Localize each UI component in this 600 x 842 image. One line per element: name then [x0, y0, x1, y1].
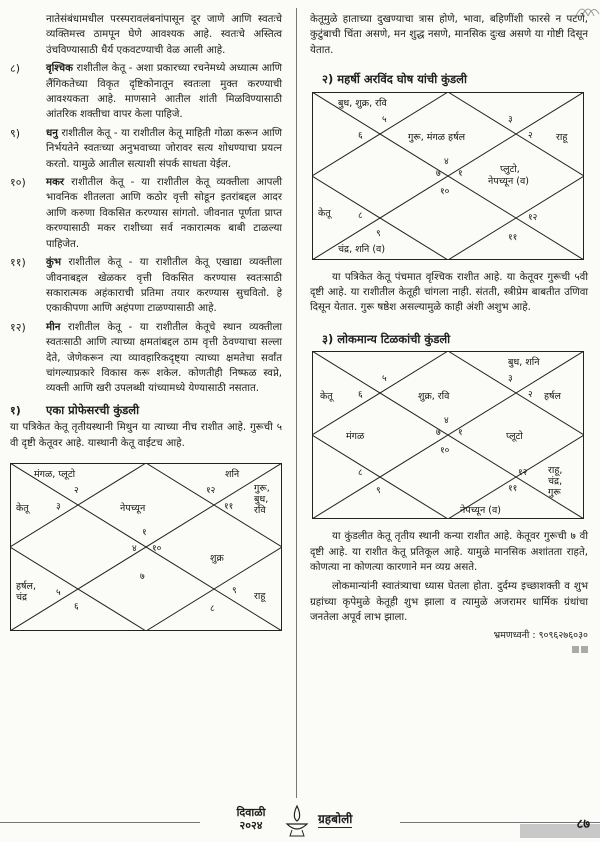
house-number: १२: [206, 485, 216, 496]
house-planets: शनि: [225, 468, 240, 480]
list-item-body: राशीतील केतू - या राशीतील केतू व्यक्तीला आपली भावनिक शीतलता आणि कठोर वृत्ती सोडून इतरांबद्दल आदर आणि करुणा विकसित करण्यास सांगतो. जीवनात पूर्णता प्राप्त करण्यासाठी मकर राशीच्या सर्व नकारात्मक बाबी टाळल्या पाहिजेत.: [46, 177, 282, 250]
list-item-number: ११): [10, 256, 26, 270]
section-1-num: १): [10, 403, 21, 417]
section-1-text: या पत्रिकेत केतू तृतीयस्थानी मिथुन या त्याच्या नीच राशीत आहे. गुरूची ५ वी दृष्टी केतूवर आहे. यास्थानी केतू वाईटच आहे.: [10, 422, 282, 449]
chart-tilak: [312, 351, 584, 519]
end-marks: [310, 643, 588, 658]
house-number: १: [458, 428, 463, 439]
house-planets-line: हर्षल,: [16, 580, 36, 592]
house-planets: केतू: [320, 391, 333, 403]
house-planets: शुक्र: [210, 552, 224, 564]
list-item-rashi: धनु: [46, 127, 58, 139]
list-item-body: राशीतील केतू - या राशीतील केतू एखाद्या व्यक्तीला जीवनाबद्दल खेळकर वृत्ती विकसित करण्यास स्वतःसाठी सकारात्मक अहंकाराची प्रतिमा तयार करण्यास सुचवितो. हे एकाकीपणा आणि अहंपणा टाळण्यासाठी आहे.: [46, 257, 282, 315]
footer-rule-left: [0, 822, 200, 823]
house-planets: केतू: [318, 207, 331, 219]
house-planets: बुध, शनि: [508, 357, 540, 369]
house-number: ९: [232, 585, 237, 596]
house-number: ५: [56, 587, 61, 598]
right-intro: केतूमुळे हाताच्या दुखण्याचा त्रास होणे, भावा, बहिणींशी फारसे न पटणे, कुटुंबाची चिंता असणे, मन शुद्ध नसणे, मानसिक दुःख असणे या गोष्टी दिसून येतात.: [310, 14, 588, 56]
house-number: ९: [376, 228, 381, 239]
house-number: ७: [140, 571, 145, 582]
house-number: १०: [152, 543, 162, 554]
house-number: ११: [508, 484, 518, 495]
house-planets: मंगळ, प्लूटो: [34, 468, 76, 480]
section-2-text: या पत्रिकेत केतू पंचमात वृश्चिक राशीत आहे. या केतूवर गुरूची ५वी दृष्टी आहे. या राशीतील केतूही चांगला नाही. संतती, स्त्रीप्रेम बाबतीत उणिवा दिसून येतात. गुरू षष्ठेश असल्यामुळे काही अंशी अशुभ आहे.: [310, 271, 588, 314]
footer-year: २०२४: [239, 819, 263, 832]
lamp-icon: [282, 802, 312, 838]
list-item-number: १२): [10, 320, 26, 334]
chart-professor: [10, 463, 282, 631]
page-number: ८७: [576, 817, 590, 832]
house-number: ३: [508, 374, 513, 385]
house-number: २: [74, 485, 79, 496]
house-number: ८: [358, 210, 363, 221]
house-planets: बुध, शुक्र, रवि: [338, 97, 387, 109]
left-intro: नातेसंबंधामधील परस्परावलंबनांपासून दूर जाणे आणि स्वतःचे व्यक्तिमत्त्व ठामपून घेणे आवश्यक आहे. स्वतःचे अस्तित्व उंचविण्यासाठी धैर्य एकवटण्याची वेळ आली आहे.: [46, 14, 282, 56]
house-number: २: [528, 390, 533, 401]
footer-diwali: दिवाळी: [236, 806, 266, 819]
house-planets: [548, 465, 562, 498]
house-planets-line: गुरू: [548, 487, 561, 499]
list-item-rashi: कुंभ: [46, 257, 61, 269]
house-number: ४: [444, 156, 449, 167]
house-number: ७: [436, 168, 441, 179]
house-number: ८: [358, 468, 363, 479]
house-planets: राहू: [254, 590, 266, 602]
footer-rule-right: [400, 822, 600, 823]
house-number: १२: [528, 212, 538, 223]
list-item: [10, 320, 282, 397]
house-planets: [254, 483, 270, 516]
section-3-text-1: या कुंडलीत केतू तृतीय स्थानी कन्या राशीत आहे. केतूवर गुरूची ७ वी दृष्टी आहे. या राशीत केतू प्रतिकूल आहे. यामुळे मानसिक अशांतता राहते, कोणत्या ना कोणत्या कारणाने मन व्यग्र असते.: [310, 531, 588, 574]
house-number: १२: [518, 468, 528, 479]
house-planets-line: चंद्र,: [548, 476, 563, 488]
house-planets: केतू: [16, 502, 29, 514]
list-item: [10, 126, 282, 172]
house-number: ३: [56, 501, 61, 512]
list-item-text: [46, 175, 282, 252]
list-item-rashi: वृश्चिक: [46, 63, 73, 75]
house-number: ११: [224, 501, 234, 512]
list-item-rashi: मीन: [46, 321, 61, 333]
house-planets-line: बुध,: [254, 493, 269, 505]
house-planets-line: रवि: [254, 504, 266, 516]
numbered-list: [10, 61, 282, 397]
house-planets: गुरू, मंगळ हर्षल: [408, 131, 466, 143]
house-planets: चंद्र, शनि (व): [338, 243, 386, 255]
house-number: ७: [436, 428, 441, 439]
house-planets-line: प्लुटो,: [500, 163, 520, 175]
footer-edition: [226, 806, 276, 832]
list-item-number: १०): [10, 176, 26, 190]
list-item-text: [46, 61, 282, 123]
list-item-number: ९): [10, 126, 21, 140]
house-planets-line: राहू,: [548, 465, 563, 477]
house-planets: नेपच्यून: [120, 502, 146, 514]
house-planets-line: नेपच्यून (व): [488, 175, 529, 187]
house-number: ६: [358, 390, 363, 401]
chart-aurobindo: [312, 92, 584, 260]
house-number: ३: [508, 114, 513, 125]
house-planets: [16, 580, 36, 603]
house-number: ११: [508, 232, 518, 243]
list-item-text: [46, 126, 282, 172]
house-planets: शुक्र, रवि: [418, 391, 450, 403]
section-1-title: [10, 403, 282, 418]
section-2-title: २) महर्षी अरविंद घोष यांची कुंडली: [322, 72, 467, 87]
list-item-body: राशीतील केतू - या राशीतील केतूचे स्थान व्यक्तीला स्वतःसाठी आणि त्याच्या क्षमतांबद्दल ठाम वृत्ती ठेवण्याचा सल्ला देते, जेणेकरून त्या व्यावहारिकदृष्ट्या त्याच्या क्षमतेचा सर्वांत चांगल्याप्रकारे विकास करू शकेल. कोणतीही निष्फळ स्वप्ने, व्यक्ती आणि खरी उपलब्धी यांच्यामध्ये येण्यासाठी नसतात.: [46, 321, 282, 395]
house-number: २: [528, 130, 533, 141]
phone-byline: [310, 628, 588, 643]
house-planets: राहू: [556, 131, 568, 143]
house-planets: प्लूटो: [506, 431, 523, 443]
section-3-title: ३) लोकमान्य टिळकांची कुंडली: [322, 331, 451, 346]
house-number: ५: [382, 374, 387, 385]
house-number: ६: [358, 130, 363, 141]
header-bar: [0, 0, 600, 8]
house-planets-line: गुरू,: [254, 482, 270, 494]
list-item-number: ८): [10, 62, 21, 76]
section-3-text-2: लोकमान्यांनी स्वातंत्र्याचा ध्यास घेतला होता. दुर्दम्य इच्छाशक्ती व शुभ ग्रहांच्या कृपेमुळे केतूही शुभ झाला व त्यामुळे अजरामर धार्मिक ग्रंथांचा जनतेला अपूर्व लाभ झाला.: [310, 581, 588, 624]
house-number: १: [142, 527, 147, 538]
phone-number: भ्रमणध्वनी : ९०९६२७६०३०: [493, 629, 588, 641]
footer-magazine: ग्रहबोली: [318, 812, 353, 826]
end-square: [581, 646, 588, 653]
left-column: [10, 12, 282, 631]
section-1-heading: एका प्रोफेसरची कुंडली: [46, 402, 140, 417]
house-number: ५: [382, 114, 387, 125]
house-planets: [488, 163, 529, 187]
house-number: १०: [440, 186, 450, 197]
house-number: १: [458, 168, 463, 179]
column-divider: [296, 8, 297, 798]
list-item-body: राशीतील केतू - अशा प्रकारच्या रचनेमध्ये अध्यात्म आणि लैंगिकतेच्या विकृत दृष्टिकोनातून स्वतःला मुक्त करण्याची आवश्यकता आहे. माणसाने आतील शांती मिळविण्यासाठी आंतरिक शक्तीचा वापर केला पाहिजे.: [46, 63, 282, 121]
house-planets: नेपच्यून (व): [460, 505, 501, 517]
house-planets-line: चंद्र: [16, 591, 28, 603]
list-item: [10, 61, 282, 123]
page-footer: [0, 800, 600, 842]
list-item-text: [46, 255, 282, 317]
list-item-body: राशीतील केतू - या राशीतील केतू माहिती गोळा करून आणि निर्भयतेने स्वतःच्या अनुभवाच्या जोरावर सत्य शोधण्याचा प्रयत्न करतो. यामुळे आतील सत्याशी संपर्क साधता येईल.: [46, 127, 282, 170]
list-item-rashi: मकर: [46, 177, 65, 189]
list-item: [10, 175, 282, 252]
house-planets: मंगळ: [346, 431, 365, 443]
end-square: [572, 646, 579, 653]
right-column: [310, 12, 588, 659]
house-number: १०: [440, 446, 450, 457]
house-number: ९: [376, 486, 381, 497]
house-number: ८: [210, 603, 215, 614]
house-number: ४: [132, 543, 137, 554]
list-item-text: [46, 320, 282, 397]
house-number: ६: [74, 601, 79, 612]
house-planets: हर्षल: [544, 391, 561, 403]
house-number: ४: [444, 416, 449, 427]
list-item: [10, 255, 282, 317]
